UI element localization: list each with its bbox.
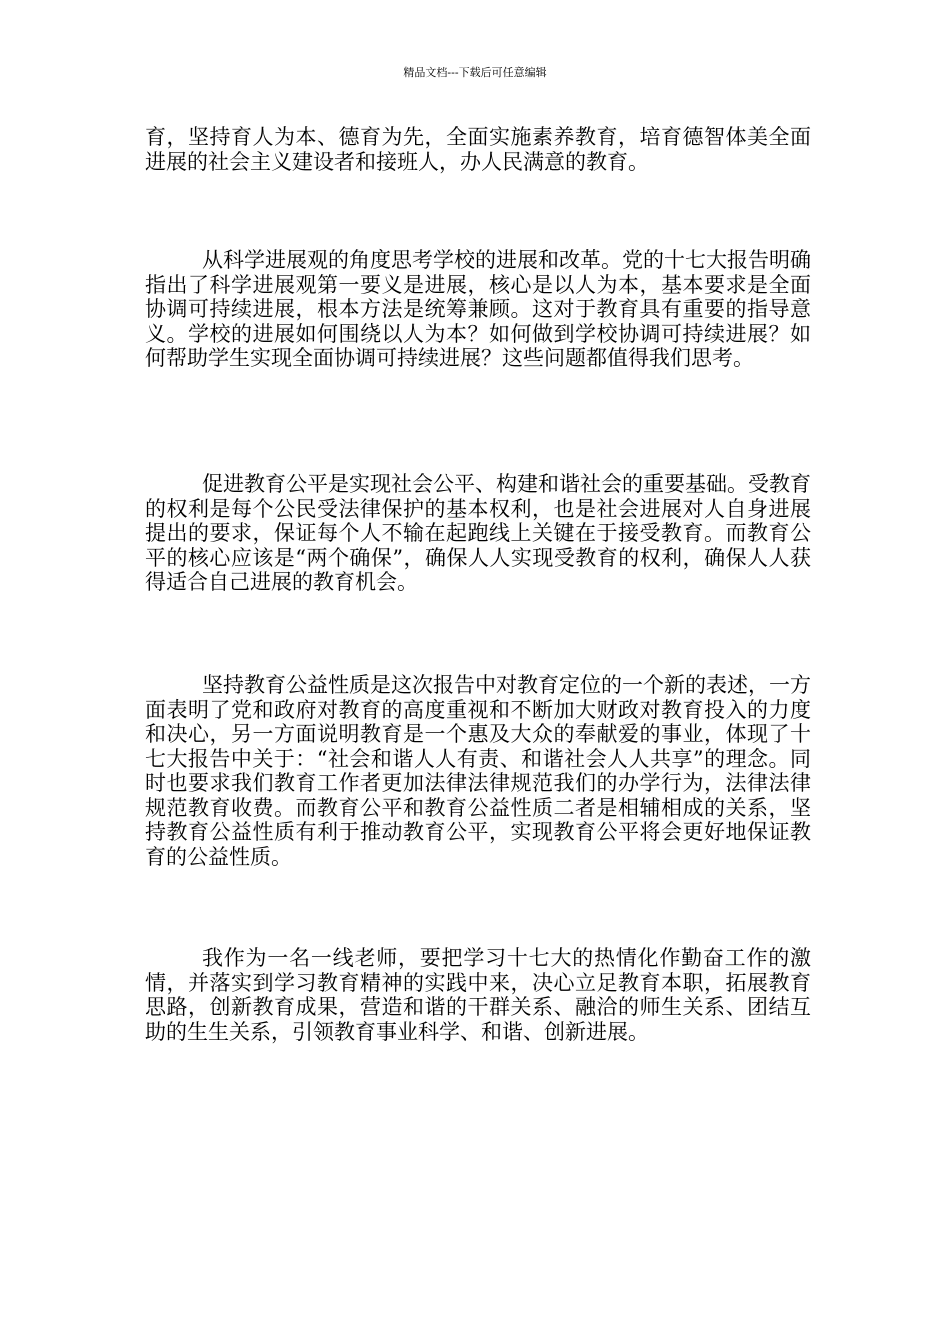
paragraph-continuation: 育，坚持育人为本、德育为先，全面实施素养教育，培育德智体美全面进展的社会主义建设者和接班人，办人民满意的教育。 [145,125,811,174]
paragraph-public-welfare: 坚持教育公益性质是这次报告中对教育定位的一个新的表述，一方面表明了党和政府对教育的高度重视和不断加大财政对教育投入的力度和决心，另一方面说明教育是一个惠及大众的奉献爱的事业，体现了十七大报告中关于：“社会和谐人人有责、和谐社会人人共享”的理念。同时也要求我们教育工作者更加法律法律规范我们的办学行为，法律法律规范教育收费。而教育公平和教育公益性质二者是相辅相成的关系，坚持教育公益性质有利于推动教育公平，实现教育公平将会更好地保证教育的公益性质。 [145,673,811,869]
paragraph-teacher-commitment: 我作为一名一线老师，要把学习十七大的热情化作勤奋工作的激情，并落实到学习教育精神的实践中来，决心立足教育本职，拓展教育思路，创新教育成果，营造和谐的干群关系、融洽的师生关系、团结互助的生生关系，引领教育事业科学、和谐、创新进展。 [145,946,811,1044]
paragraph-education-equity: 促进教育公平是实现社会公平、构建和谐社会的重要基础。受教育的权利是每个公民受法律保护的基本权利，也是社会进展对人自身进展提出的要求，保证每个人不输在起跑线上关键在于接受教育。而教育公平的核心应该是“两个确保”，确保人人实现受教育的权利，确保人人获得适合自己进展的教育机会。 [145,472,811,594]
page-header: 精品文档---下载后可任意编辑 [403,66,547,79]
paragraph-scientific-development: 从科学进展观的角度思考学校的进展和改革。党的十七大报告明确指出了科学进展观第一要义是进展，核心是以人为本，基本要求是全面协调可持续进展，根本方法是统筹兼顾。这对于教育具有重要的指导意义。学校的进展如何围绕以人为本？如何做到学校协调可持续进展？如何帮助学生实现全面协调可持续进展？这些问题都值得我们思考。 [145,248,811,370]
